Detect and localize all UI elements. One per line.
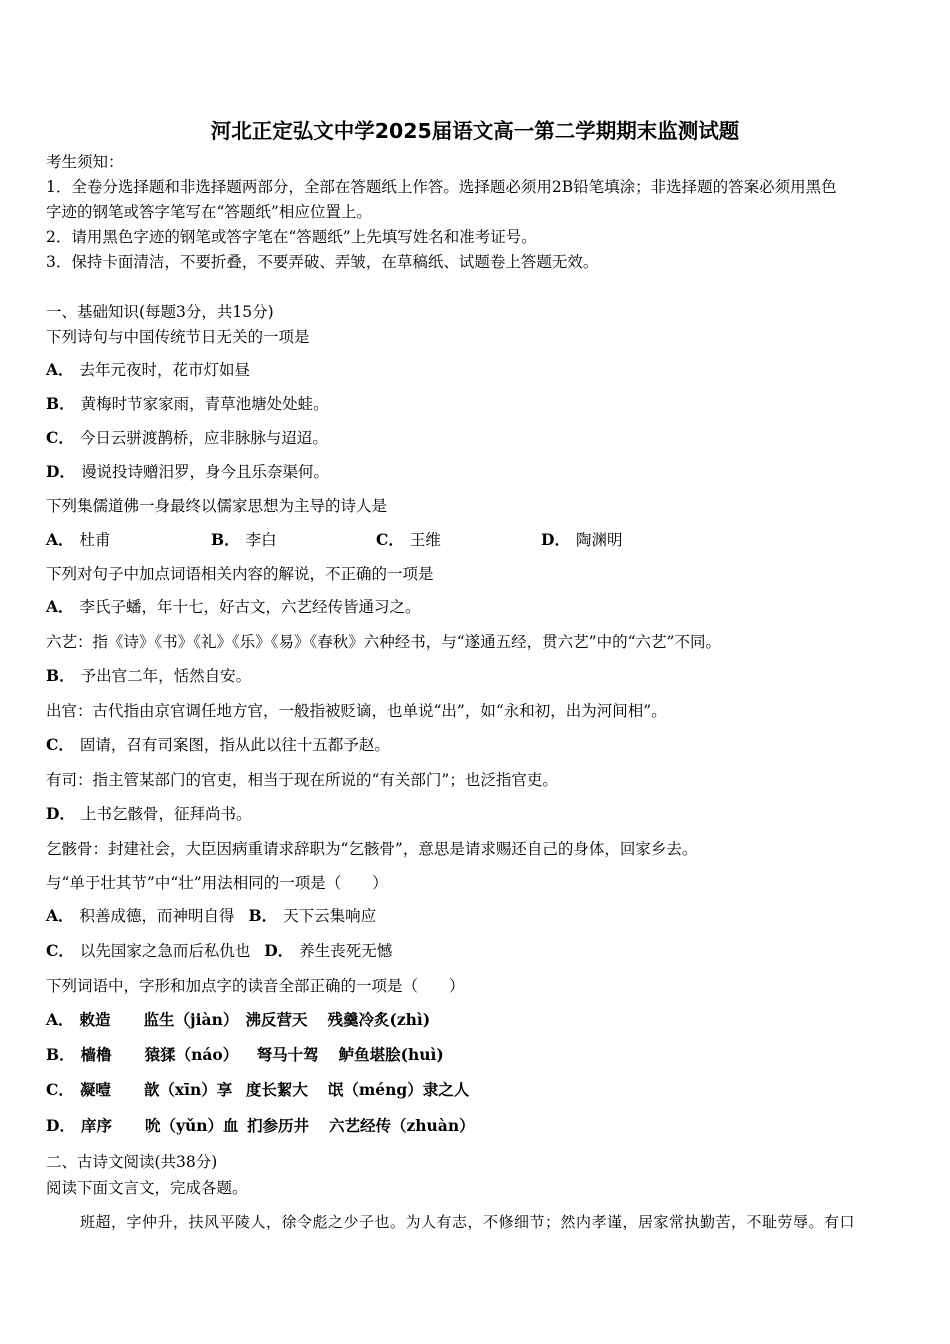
option-text: 王维	[409, 531, 441, 549]
q4-stem: 与“单于壮其节”中“壮”用法相同的一项是（ ）	[46, 874, 388, 892]
q2-option-d	[541, 530, 622, 550]
option-text: 固请，召有司案图，指从此以往十五都予赵。	[79, 736, 390, 754]
option-letter: B．	[248, 906, 278, 925]
q1-option-c	[46, 428, 328, 448]
option-word: 敕造	[79, 1010, 111, 1029]
option-letter: A．	[46, 906, 74, 925]
option-letter: B．	[46, 1045, 75, 1064]
option-letter: D．	[46, 804, 75, 823]
q3-option-c-note: 有司：指主管某部门的官吏，相当于现在所说的“有关部门”；也泛指官吏。	[46, 771, 558, 789]
option-text: 今日云骈渡鹊桥，应非脉脉与迢迢。	[79, 429, 328, 447]
q2-stem: 下列集儒道佛一身最终以儒家思想为主导的诗人是	[46, 497, 388, 515]
section-1-heading: 一、基础知识(每题3分，共15分)	[46, 303, 274, 321]
option-letter: C．	[376, 530, 404, 549]
option-word: 猿猱（náo）	[144, 1045, 239, 1064]
option-word: 六艺经传（zhuàn）	[328, 1116, 475, 1135]
q5-option-d	[46, 1116, 475, 1136]
option-word: 鲈鱼堪脍(huì)	[338, 1045, 444, 1064]
option-letter: A．	[46, 597, 74, 616]
q3-option-a-note: 六艺：指《诗》《书》《礼》《乐》《易》《春秋》六种经书，与“遂通五经，贯六艺”中的“六艺”不同。	[46, 633, 721, 651]
option-letter: C．	[46, 1080, 74, 1099]
option-text: 天下云集响应	[283, 907, 377, 925]
q3-option-d-note: 乞骸骨：封建社会，大臣因病重请求辞职为“乞骸骨”，意思是请求赐还自己的身体，回家乡去。	[46, 840, 698, 858]
option-word: 吮（yǔn）血	[144, 1116, 239, 1135]
q5-option-c	[46, 1080, 469, 1100]
option-word: 庠序	[80, 1116, 112, 1135]
option-word: 扪参历井	[246, 1116, 309, 1135]
option-word: 度长絜大	[245, 1080, 308, 1099]
q2-options	[46, 530, 622, 550]
section-2-instruction: 阅读下面文言文，完成各题。	[46, 1179, 248, 1197]
option-letter: C．	[46, 735, 74, 754]
q3-option-a	[46, 597, 421, 617]
option-letter: D．	[264, 941, 294, 960]
notice-item-2: 2．请用黑色字迹的钢笔或答字笔在“答题纸”上先填写姓名和准考证号。	[46, 228, 537, 246]
q5-option-b	[46, 1045, 444, 1065]
option-word: 凝噎	[79, 1080, 111, 1099]
option-letter: D．	[541, 530, 570, 549]
q1-stem: 下列诗句与中国传统节日无关的一项是	[46, 328, 310, 346]
option-letter: B．	[211, 530, 240, 549]
option-letter: B．	[46, 394, 75, 413]
notice-heading: 考生须知：	[46, 153, 124, 171]
option-word: 监生（jiàn）	[143, 1010, 239, 1029]
option-letter: B．	[46, 666, 75, 685]
option-text: 以先国家之急而后私仇也	[79, 942, 251, 960]
option-word: 弩马十驾	[256, 1045, 319, 1064]
q2-option-a	[46, 530, 211, 550]
q5-option-a	[46, 1010, 430, 1030]
page-title: 河北正定弘文中学2025届语文高一第二学期期末监测试题	[210, 119, 740, 143]
reading-passage: 班超，字仲升，扶风平陵人，徐令彪之少子也。为人有志，不修细节；然内孝谨，居家常执勤苦，不耻劳辱。有口	[80, 1213, 856, 1231]
option-text: 杜甫	[79, 531, 111, 549]
q3-option-b-note: 出官：古代指由京官调任地方官，一般指被贬谪，也单说“出”，如“永和初，出为河间相”。	[46, 702, 667, 720]
q3-option-d	[46, 804, 251, 824]
option-word: 氓（méng）隶之人	[327, 1080, 470, 1099]
q4-options-row-1	[46, 906, 376, 926]
option-text: 谩说投诗赠汨罗，身今且乐奈渠何。	[80, 463, 329, 481]
option-letter: D．	[46, 1116, 75, 1135]
option-text: 李氏子蟠，年十七，好古文，六艺经传皆通习之。	[79, 598, 421, 616]
option-word: 沸反营天	[245, 1010, 308, 1029]
q1-option-d	[46, 462, 329, 482]
option-word: 樯橹	[80, 1045, 112, 1064]
option-word: 残羹冷炙(zhì)	[327, 1010, 431, 1029]
q5-stem: 下列词语中，字形和加点字的读音全部正确的一项是（ ）	[46, 977, 465, 995]
option-letter: A．	[46, 530, 74, 549]
option-letter: C．	[46, 428, 74, 447]
notice-item-3: 3．保持卡面清洁，不要折叠，不要弄破、弄皱，在草稿纸、试题卷上答题无效。	[46, 253, 599, 271]
option-letter: D．	[46, 462, 75, 481]
section-2-heading: 二、古诗文阅读(共38分)	[46, 1153, 218, 1171]
q2-option-b	[211, 530, 376, 550]
option-letter: A．	[46, 1010, 74, 1029]
option-text: 陶渊明	[575, 531, 623, 549]
q1-option-b	[46, 394, 329, 414]
option-letter: C．	[46, 941, 74, 960]
q2-option-c	[376, 530, 541, 550]
q3-stem: 下列对句子中加点词语相关内容的解说，不正确的一项是	[46, 565, 434, 583]
option-text: 去年元夜时，花市灯如昼	[79, 361, 251, 379]
option-text: 黄梅时节家家雨，青草池塘处处蛙。	[80, 395, 329, 413]
option-letter: A．	[46, 360, 74, 379]
q3-option-c	[46, 735, 390, 755]
option-text: 积善成德，而神明自得	[79, 907, 235, 925]
q1-option-a	[46, 360, 250, 380]
option-text: 予出官二年，恬然自安。	[80, 667, 252, 685]
notice-item-1: 1．全卷分选择题和非选择题两部分，全部在答题纸上作答。选择题必须用2B铅笔填涂；非选择题的答案必须用黑色	[46, 178, 837, 196]
notice-item-1-cont: 字迹的钢笔或答字笔写在“答题纸”相应位置上。	[46, 203, 372, 221]
option-word: 歆（xīn）享	[143, 1080, 233, 1099]
option-text: 养生丧死无憾	[299, 942, 393, 960]
q3-option-b	[46, 666, 251, 686]
option-text: 上书乞骸骨，征拜尚书。	[80, 805, 252, 823]
option-text: 李白	[245, 531, 277, 549]
q4-options-row-2	[46, 941, 392, 961]
